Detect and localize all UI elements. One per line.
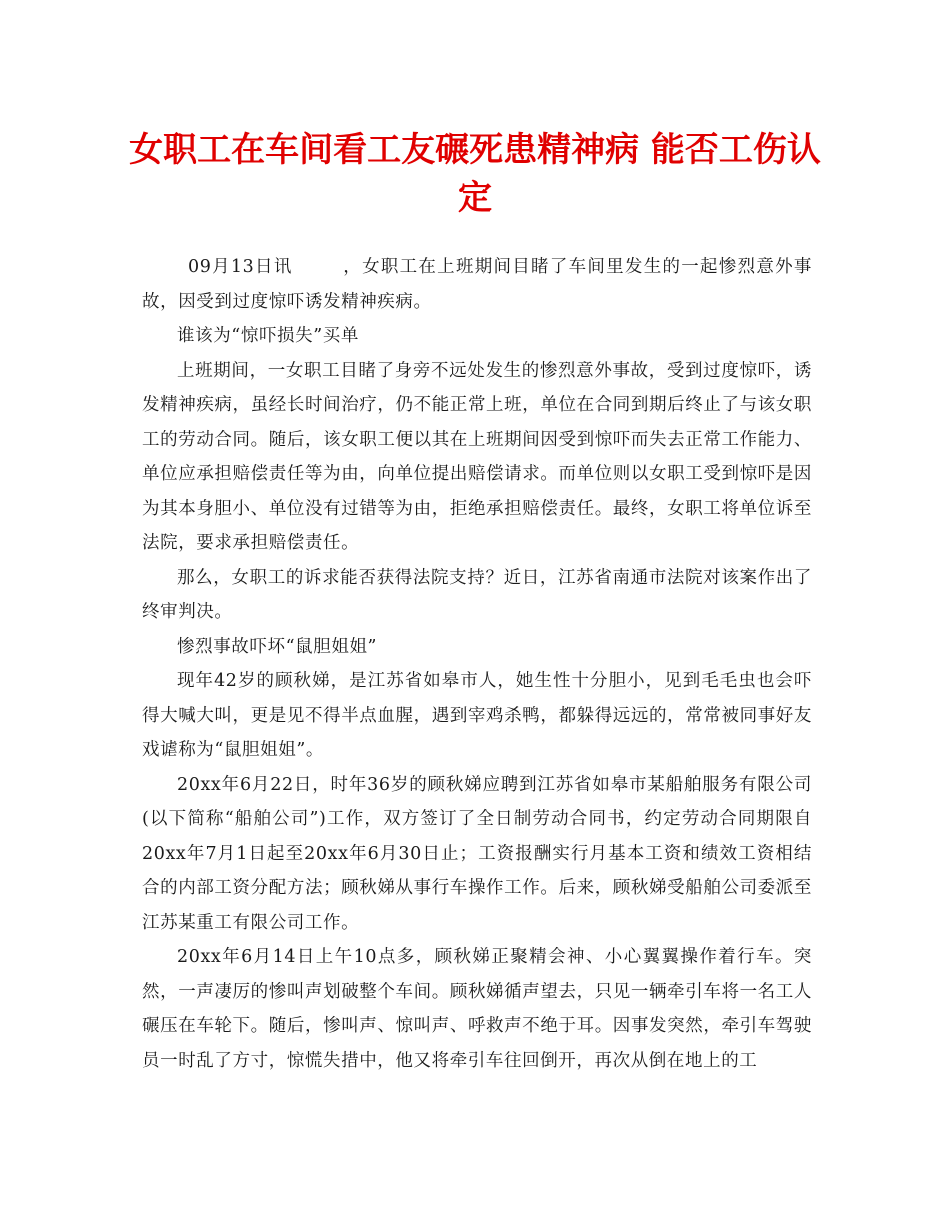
paragraph-accident-description: 20xx年6月14日上午10点多，顾秋娣正聚精会神、小心翼翼操作着行车。突然，一声凄厉的惨叫声划破整个车间。顾秋娣循声望去，只见一辆牵引车将一名工人碾压在车轮下。随后，惨叫声、惊叫声、呼救声不绝于耳。因事发突然，牵引车驾驶员一时乱了方寸，惊慌失措中，他又将牵引车往回倒开，再次从倒在地上的工 <box>142 947 812 1071</box>
paragraph-employment-contract: 20xx年6月22日，时年36岁的顾秋娣应聘到江苏省如皋市某船舶服务有限公司(以下简称“船舶公司”)工作，双方签订了全日制劳动合同书，约定劳动合同期限自20xx年7月1日起至20xx年6月30日止；工资报酬实行月基本工资和绩效工资相结合的内部工资分配方法；顾秋娣从事行车操作工作。后来，顾秋娣受船舶公司委派至江苏某重工有限公司工作。 <box>142 774 812 933</box>
paragraph-court-question: 那么，女职工的诉求能否获得法院支持？近日，江苏省南通市法院对该案作出了终审判决。 <box>142 567 812 622</box>
paragraph-worker-profile: 现年42岁的顾秋娣，是江苏省如皋市人，她生性十分胆小，见到毛毛虫也会吓得大喊大叫，更是见不得半点血腥，遇到宰鸡杀鸭，都躲得远远的，常常被同事好友戏谑称为“鼠胆姐姐”。 <box>142 671 812 760</box>
article-title: 女职工在车间看工友碾死患精神病 能否工伤认定 <box>129 130 821 218</box>
section-heading-compensation: 谁该为“惊吓损失”买单 <box>177 326 359 346</box>
dateline-date: 09月13日讯 <box>188 257 293 277</box>
section-heading-accident: 惨烈事故吓坏“鼠胆姐姐” <box>177 636 378 657</box>
article-body <box>142 250 812 1078</box>
paragraph-case-summary: 上班期间，一女职工目睹了身旁不远处发生的惨烈意外事故，受到过度惊吓，诱发精神疾病，虽经长时间治疗，仍不能正常上班，单位在合同到期后终止了与该女职工的劳动合同。随后，该女职工便以其在上班期间因受到惊吓而失去正常工作能力、单位应承担赔偿责任等为由，向单位提出赔偿请求。而单位则以女职工受到惊吓是因为其本身胆小、单位没有过错等为由，拒绝承担赔偿责任。最终，女职工将单位诉至法院，要求承担赔偿责任。 <box>142 360 812 553</box>
dateline-text: ，女职工在上班期间目睹了车间里发生的一起惨烈意外事故，因受到过度惊吓诱发精神疾病。 <box>142 257 812 312</box>
dateline-paragraph <box>142 250 812 319</box>
